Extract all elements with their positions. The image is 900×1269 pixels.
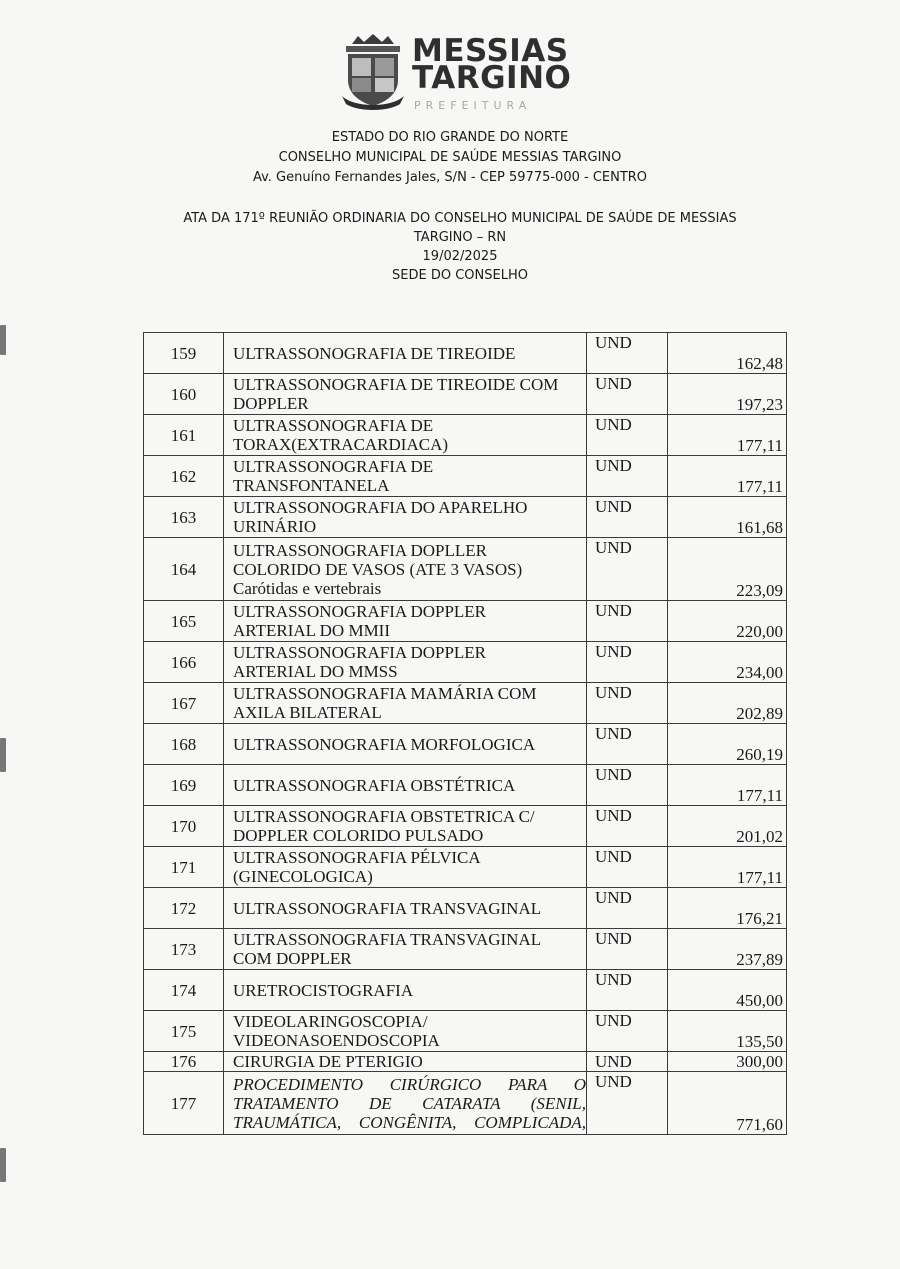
description-line: ULTRASSONOGRAFIA DOPPLER	[233, 643, 487, 662]
description-line: ARTERIAL DO MMII	[233, 621, 391, 640]
table-row	[144, 970, 787, 1011]
item-price: 450,00	[668, 970, 787, 1011]
council-name: CONSELHO MUNICIPAL DE SAÚDE MESSIAS TARGINO	[278, 150, 622, 165]
procedures-table	[143, 332, 787, 1135]
table-row	[144, 683, 787, 724]
meeting-date: 19/02/2025	[422, 249, 498, 264]
item-description	[224, 497, 587, 538]
description-line: ARTERIAL DO MMSS	[233, 662, 398, 681]
item-number: 174	[144, 970, 224, 1011]
item-number: 170	[144, 806, 224, 847]
municipality-logo	[338, 30, 578, 112]
description-line: ULTRASSONOGRAFIA DE TIREOIDE	[233, 343, 516, 363]
item-unit: UND	[587, 538, 668, 601]
item-price: 135,50	[668, 1011, 787, 1052]
description-line: ULTRASSONOGRAFIA DO APARELHO	[233, 498, 528, 517]
item-description	[224, 888, 587, 929]
description-line: COLORIDO DE VASOS (ATE 3 VASOS)	[233, 559, 523, 579]
table-row	[144, 538, 787, 601]
ata-title-line1: ATA DA 171º REUNIÃO ORDINARIA DO CONSELHO MUNICIPAL DE SAÚDE DE MESSIAS	[183, 211, 737, 226]
description-line: ULTRASSONOGRAFIA DOPPLER	[233, 602, 487, 621]
item-price: 237,89	[668, 929, 787, 970]
meeting-location: SEDE DO CONSELHO	[392, 268, 528, 283]
description-line: PROCEDIMENTO CIRÚRGICO PARA O	[233, 1074, 586, 1094]
item-price: 177,11	[668, 415, 787, 456]
item-description	[224, 601, 587, 642]
logo-title-line2: TARGINO	[412, 60, 572, 96]
item-unit: UND	[587, 1072, 668, 1135]
item-price: 223,09	[668, 538, 787, 601]
table-row	[144, 456, 787, 497]
item-description	[224, 1011, 587, 1052]
description-line: ULTRASSONOGRAFIA MAMÁRIA COM	[233, 684, 537, 703]
description-line: URETROCISTOGRAFIA	[233, 980, 414, 1000]
item-description	[224, 1072, 587, 1135]
item-number: 166	[144, 642, 224, 683]
item-number: 160	[144, 374, 224, 415]
table-row	[144, 847, 787, 888]
item-price: 177,11	[668, 456, 787, 497]
item-description	[224, 929, 587, 970]
item-price: 300,00	[668, 1052, 787, 1072]
item-unit: UND	[587, 888, 668, 929]
description-line: ULTRASSONOGRAFIA OBSTETRICA C/	[233, 807, 535, 826]
meeting-header	[140, 209, 780, 285]
description-line: DOPPLER	[233, 394, 309, 413]
item-price: 177,11	[668, 847, 787, 888]
description-line: VIDEONASOENDOSCOPIA	[233, 1031, 440, 1050]
item-unit: UND	[587, 456, 668, 497]
item-description	[224, 765, 587, 806]
description-line: ULTRASSONOGRAFIA OBSTÉTRICA	[233, 775, 516, 795]
item-number: 177	[144, 1072, 224, 1135]
description-line: ULTRASSONOGRAFIA TRANSVAGINAL	[233, 930, 542, 949]
item-price: 176,21	[668, 888, 787, 929]
description-line: VIDEOLARINGOSCOPIA/	[233, 1012, 428, 1031]
item-price: 162,48	[668, 333, 787, 374]
table-row	[144, 642, 787, 683]
item-number: 165	[144, 601, 224, 642]
item-number: 162	[144, 456, 224, 497]
description-line: DOPPLER COLORIDO PULSADO	[233, 826, 484, 845]
ata-title-line2: TARGINO – RN	[413, 230, 507, 245]
description-line: ULTRASSONOGRAFIA MORFOLOGICA	[233, 734, 536, 754]
item-description	[224, 642, 587, 683]
description-line: (GINECOLOGICA)	[233, 867, 373, 886]
table-row	[144, 497, 787, 538]
item-description	[224, 1052, 587, 1072]
description-line: TRAUMÁTICA, CONGÊNITA, COMPLICADA,	[233, 1112, 586, 1132]
description-line: COM DOPPLER	[233, 949, 352, 968]
item-unit: UND	[587, 847, 668, 888]
item-unit: UND	[587, 806, 668, 847]
description-line: Carótidas e vertebrais	[233, 578, 382, 598]
item-description	[224, 374, 587, 415]
item-number: 176	[144, 1052, 224, 1072]
item-description	[224, 538, 587, 601]
item-unit: UND	[587, 374, 668, 415]
item-number: 171	[144, 847, 224, 888]
item-number: 159	[144, 333, 224, 374]
description-line: ULTRASSONOGRAFIA DE	[233, 457, 434, 476]
document-header	[0, 128, 900, 188]
item-price: 220,00	[668, 601, 787, 642]
table-row	[144, 601, 787, 642]
item-unit: UND	[587, 601, 668, 642]
logo-title-line1: MESSIAS	[412, 33, 569, 69]
item-number: 161	[144, 415, 224, 456]
table-row	[144, 806, 787, 847]
item-unit: UND	[587, 765, 668, 806]
table-row	[144, 1072, 787, 1135]
item-description	[224, 415, 587, 456]
coat-of-arms-icon	[338, 34, 408, 110]
item-price: 234,00	[668, 642, 787, 683]
description-line: ULTRASSONOGRAFIA DE	[233, 416, 434, 435]
description-line: TRATAMENTO DE CATARATA (SENIL,	[233, 1093, 586, 1113]
item-unit: UND	[587, 415, 668, 456]
item-price: 161,68	[668, 497, 787, 538]
item-description	[224, 847, 587, 888]
item-unit: UND	[587, 970, 668, 1011]
council-address: Av. Genuíno Fernandes Jales, S/N - CEP 59775-000 - CENTRO	[252, 170, 648, 185]
item-unit: UND	[587, 333, 668, 374]
item-unit: UND	[587, 724, 668, 765]
item-description	[224, 806, 587, 847]
item-description	[224, 724, 587, 765]
item-number: 168	[144, 724, 224, 765]
item-unit: UND	[587, 642, 668, 683]
description-line: ULTRASSONOGRAFIA DOPLLER	[233, 540, 487, 560]
item-price: 177,11	[668, 765, 787, 806]
table-row	[144, 724, 787, 765]
table-row	[144, 374, 787, 415]
item-price: 197,23	[668, 374, 787, 415]
scan-mark	[0, 738, 6, 772]
item-number: 175	[144, 1011, 224, 1052]
table-row	[144, 333, 787, 374]
item-unit: UND	[587, 683, 668, 724]
description-line: ULTRASSONOGRAFIA TRANSVAGINAL	[233, 898, 542, 918]
item-unit: UND	[587, 497, 668, 538]
item-number: 172	[144, 888, 224, 929]
item-number: 167	[144, 683, 224, 724]
item-description	[224, 683, 587, 724]
scan-mark	[0, 325, 6, 355]
item-description	[224, 970, 587, 1011]
item-unit: UND	[587, 929, 668, 970]
table-row	[144, 929, 787, 970]
description-line: ULTRASSONOGRAFIA PÉLVICA	[233, 848, 481, 867]
description-line: AXILA BILATERAL	[233, 703, 382, 722]
item-description	[224, 333, 587, 374]
item-number: 169	[144, 765, 224, 806]
item-number: 173	[144, 929, 224, 970]
item-number: 164	[144, 538, 224, 601]
item-price: 202,89	[668, 683, 787, 724]
description-line: TRANSFONTANELA	[233, 476, 390, 495]
state-name: ESTADO DO RIO GRANDE DO NORTE	[331, 130, 569, 145]
table-row	[144, 1052, 787, 1072]
logo-subtitle: PREFEITURA	[414, 99, 532, 112]
item-price: 260,19	[668, 724, 787, 765]
scan-mark	[0, 1148, 6, 1182]
description-line: ULTRASSONOGRAFIA DE TIREOIDE COM	[233, 375, 559, 394]
item-unit: UND	[587, 1011, 668, 1052]
table-row	[144, 415, 787, 456]
table-row	[144, 888, 787, 929]
description-line: CIRURGIA DE PTERIGIO	[233, 1052, 423, 1071]
item-price: 201,02	[668, 806, 787, 847]
description-line: TORAX(EXTRACARDIACA)	[233, 435, 449, 454]
item-description	[224, 456, 587, 497]
description-line: URINÁRIO	[233, 517, 317, 536]
item-unit: UND	[587, 1052, 668, 1072]
item-number: 163	[144, 497, 224, 538]
item-price: 771,60	[668, 1072, 787, 1135]
table-row	[144, 765, 787, 806]
table-row	[144, 1011, 787, 1052]
